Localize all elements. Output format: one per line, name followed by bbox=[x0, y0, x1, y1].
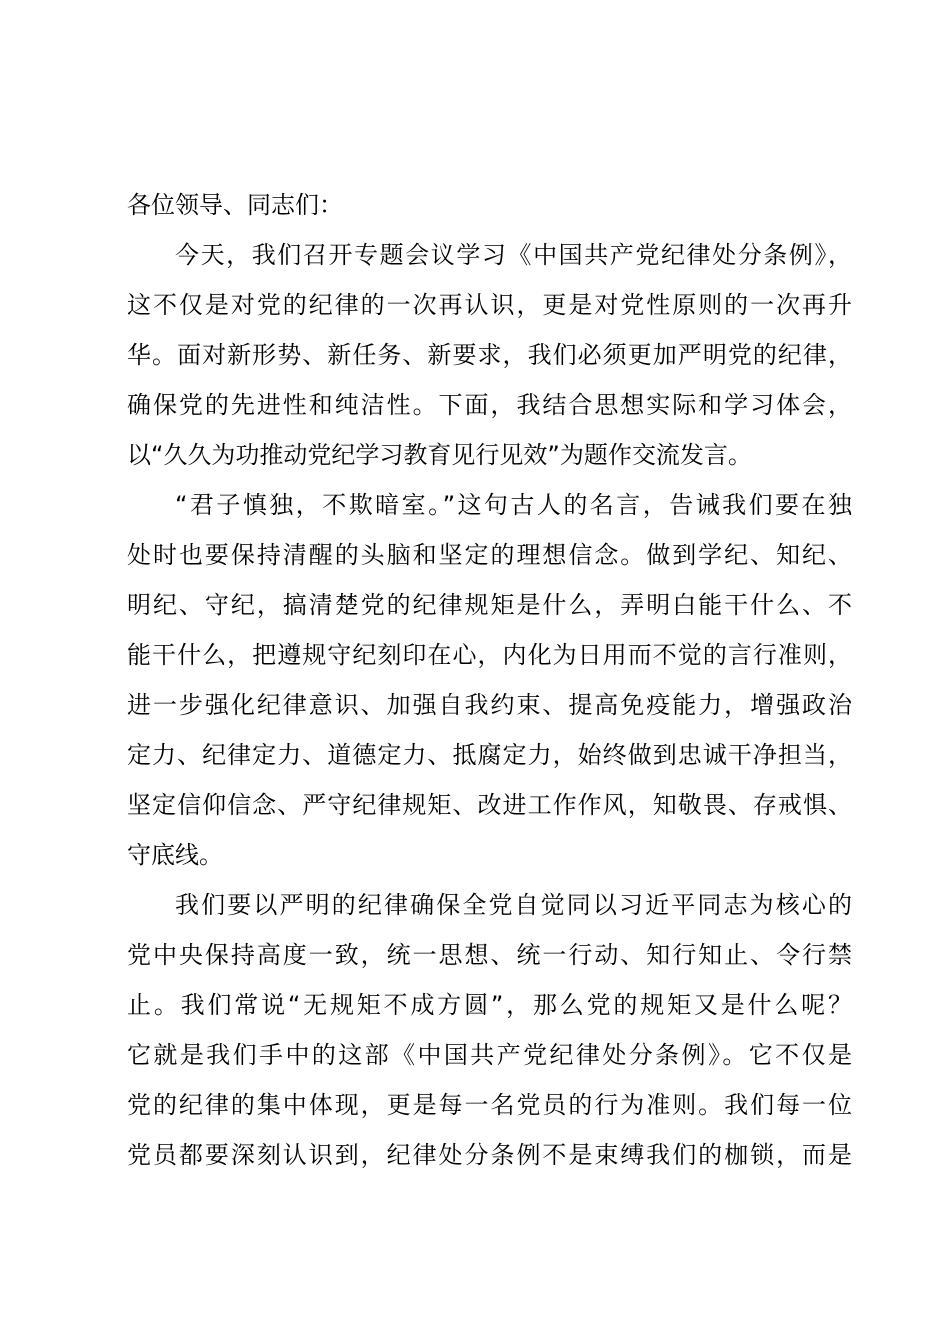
paragraph-line: 确保党的先进性和纯洁性。下面，我结合思想实际和学习体会， bbox=[127, 391, 852, 419]
paragraph-line: 它就是我们手中的这部《中国共产党纪律处分条例》。它不仅是 bbox=[127, 1041, 852, 1069]
paragraph-line: 坚定信仰信念、严守纪律规矩、改进工作作风，知敬畏、存戒惧、 bbox=[127, 791, 852, 819]
paragraph-line: “君子慎独，不欺暗室。”这句古人的名言，告诫我们要在独 bbox=[175, 491, 852, 519]
paragraph-line: 华。面对新形势、新任务、新要求，我们必须更加严明党的纪律， bbox=[127, 341, 852, 369]
paragraph-3 bbox=[127, 880, 852, 1180]
paragraph-line: 定力、纪律定力、道德定力、抵腐定力，始终做到忠诚干净担当， bbox=[127, 741, 852, 769]
paragraph-line: 止。我们常说“无规矩不成方圆”，那么党的规矩又是什么呢？ bbox=[127, 991, 852, 1019]
paragraph-line: 处时也要保持清醒的头脑和坚定的理想信念。做到学纪、知纪、 bbox=[127, 541, 852, 569]
paragraph-line: 党中央保持高度一致，统一思想、统一行动、知行知止、令行禁 bbox=[127, 941, 852, 969]
paragraph-line: 今天，我们召开专题会议学习《中国共产党纪律处分条例》， bbox=[175, 241, 852, 269]
paragraph-line: 明纪、守纪，搞清楚党的纪律规矩是什么，弄明白能干什么、不 bbox=[127, 591, 852, 619]
paragraph-1 bbox=[127, 230, 852, 480]
paragraph-line: 这不仅是对党的纪律的一次再认识，更是对党性原则的一次再升 bbox=[127, 291, 852, 319]
paragraph-line: 能干什么，把遵规守纪刻印在心，内化为日用而不觉的言行准则， bbox=[127, 641, 852, 669]
paragraph-line: 进一步强化纪律意识、加强自我约束、提高免疫能力，增强政治 bbox=[127, 691, 852, 719]
paragraph-line: 我们要以严明的纪律确保全党自觉同以习近平同志为核心的 bbox=[175, 891, 852, 919]
document-page bbox=[127, 180, 852, 1180]
paragraph-2 bbox=[127, 480, 852, 880]
paragraph-line: 党的纪律的集中体现，更是每一名党员的行为准则。我们每一位 bbox=[127, 1091, 852, 1119]
paragraph-line: 以“久久为功推动党纪学习教育见行见效”为题作交流发言。 bbox=[127, 441, 752, 469]
greeting: 各位领导、同志们： bbox=[127, 191, 343, 219]
paragraph-line: 党员都要深刻认识到，纪律处分条例不是束缚我们的枷锁，而是 bbox=[127, 1141, 852, 1169]
paragraph-line: 守底线。 bbox=[127, 841, 223, 869]
